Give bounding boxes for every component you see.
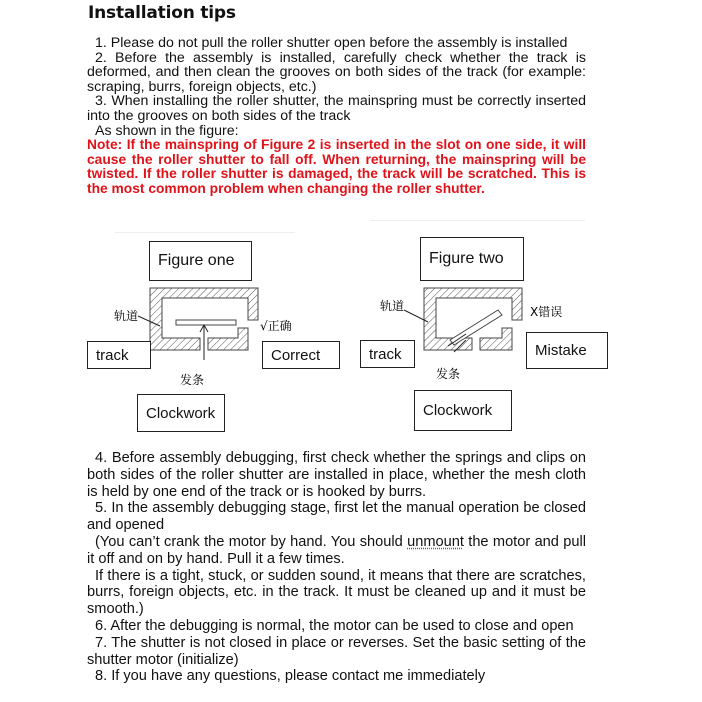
step-5-note-start: (You can’t crank the motor by hand. You should	[95, 533, 408, 550]
steps-top	[87, 36, 586, 197]
step-5-note-2: If there is a tight, stuck, or sudden sound, it means that there are scratches, burrs, foreign objects, etc. in the track. It must be cleaned up and it must be smooth.)	[87, 567, 586, 618]
step-4: 4. Before assembly debugging, first check whether the springs and clips on both sides of the roller shutter are installed in place, whether the mesh cloth is held by one end of the track or is hooked by burrs.	[87, 450, 586, 500]
cn-spring-label: 发条	[436, 367, 461, 381]
track-profile-right	[480, 328, 512, 350]
page-title: Installation tips	[88, 3, 236, 23]
step-1: 1. Please do not pull the roller shutter open before the assembly is installed	[95, 35, 568, 51]
track-label: track	[87, 341, 151, 369]
correct-label: Correct	[262, 341, 340, 369]
warning-note: Note: If the mainspring of Figure 2 is inserted in the slot on one side, it will cause the roller shutter to fall off. When returning, the mainspring will be twisted. If the roller shutter is damaged, the track will be scratched. This is the most common problem when changing the roller shutter.	[87, 137, 586, 196]
clockwork-label: Clockwork	[137, 394, 225, 432]
mainspring	[176, 320, 236, 325]
step-8: 8. If you have any questions, please contact me immediately	[95, 668, 486, 685]
figure-intro: As shown in the figure:	[95, 122, 239, 139]
step-3: 3. When installing the roller shutter, the mainspring must be correctly inserted into the grooves on both sides of the track	[87, 93, 586, 124]
step-5-note-end: the motor and pull it off and on by hand. Pull it a few times.	[87, 533, 586, 567]
cn-track-label: 轨道	[114, 309, 139, 323]
step-5-note-word: unmount	[407, 533, 464, 550]
step-2: 2. Before the assembly is installed, carefully check whether the track is deformed, and then clean the grooves on both sides of the track (for example: scraping, burrs, foreign objects, etc.)	[87, 49, 586, 95]
cn-track-label: 轨道	[380, 299, 405, 313]
track-profile-right	[208, 328, 248, 350]
mistake-label: Mistake	[526, 332, 608, 369]
cn-correct-label: √正确	[260, 319, 292, 333]
step-6: 6. After the debugging is normal, the motor can be used to close and open	[95, 617, 574, 634]
track-label: track	[360, 340, 415, 368]
figure-two-title: Figure two	[420, 237, 524, 281]
step-5: 5. In the assembly debugging stage, first let the manual operation be closed and opened	[87, 500, 586, 534]
clockwork-label: Clockwork	[414, 390, 512, 431]
cn-spring-label: 发条	[180, 373, 205, 387]
divider	[370, 220, 585, 221]
cn-mistake-label: X错误	[530, 305, 563, 319]
step-7: 7. The shutter is not closed in place or reverses. Set the basic setting of the shutter motor (initialize)	[87, 634, 586, 668]
figure-one-title: Figure one	[149, 241, 252, 281]
steps-bottom	[87, 450, 586, 685]
step-5-note	[87, 534, 586, 568]
divider	[115, 232, 295, 233]
